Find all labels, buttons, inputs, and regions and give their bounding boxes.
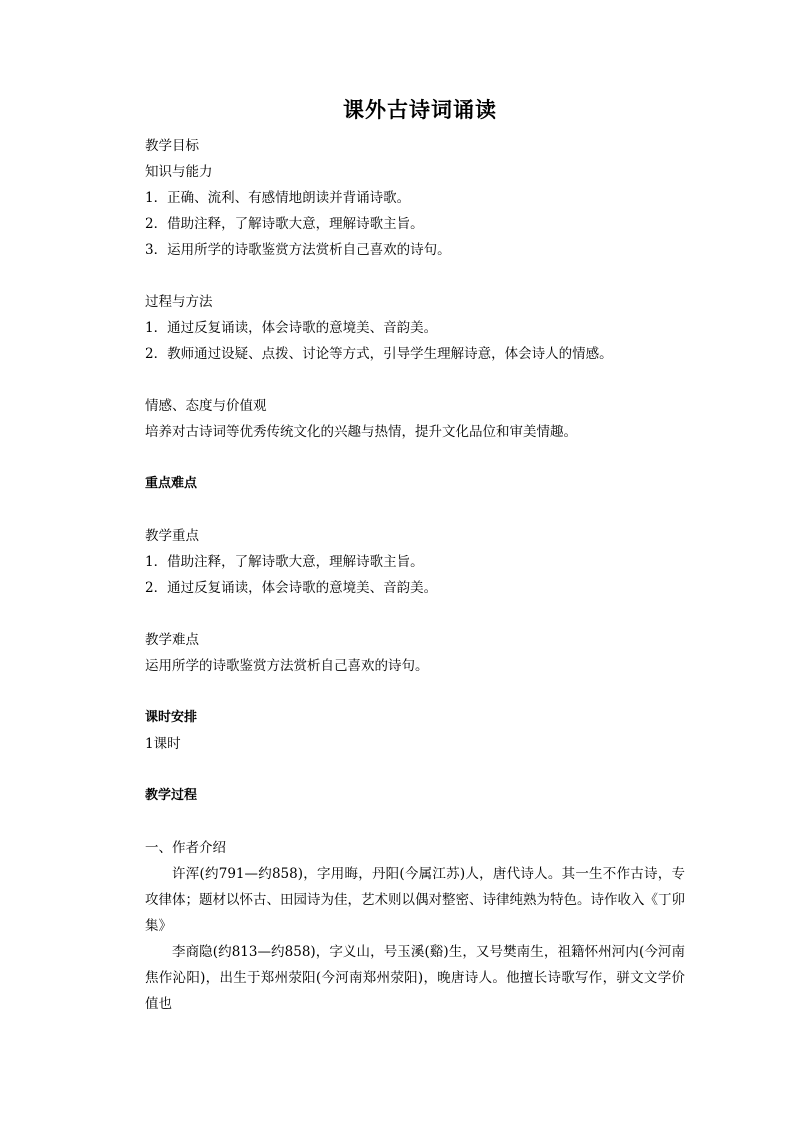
subheading-focus: 教学重点 (145, 528, 199, 544)
schedule-text: 1课时 (145, 736, 181, 752)
section-heading-teaching-goals: 教学目标 (145, 138, 199, 154)
spacer (145, 367, 685, 393)
spacer (145, 809, 685, 835)
section-heading-schedule: 课时安排 (145, 710, 198, 725)
spacer (145, 263, 685, 289)
spacer (145, 497, 685, 523)
subheading-process-method: 过程与方法 (145, 294, 213, 310)
spacer (145, 445, 685, 471)
subheading-author-intro: 一、作者介绍 (145, 840, 226, 856)
spacer (145, 679, 685, 705)
emotion-text: 培养对古诗词等优秀传统文化的兴趣与热情，提升文化品位和审美情趣。 (145, 424, 577, 440)
author-paragraph-li-shangyin: 李商隐(约813—约858)，字义山，号玉溪(谿)生，又号樊南生，祖籍怀州河内(今河南焦作沁阳)，出生于郑州荥阳(今河南郑州荥阳)，晚唐诗人。他擅长诗歌写作，骈文文学价值也 (145, 944, 685, 1012)
list-item: 2．通过反复诵读，体会诗歌的意境美、音韵美。 (145, 580, 438, 596)
subheading-difficulty: 教学难点 (145, 632, 199, 648)
spacer (145, 601, 685, 627)
spacer (145, 757, 685, 783)
difficulty-text: 运用所学的诗歌鉴赏方法赏析自己喜欢的诗句。 (145, 658, 429, 674)
list-item: 1．通过反复诵读，体会诗歌的意境美、音韵美。 (145, 320, 438, 336)
subheading-knowledge: 知识与能力 (145, 164, 213, 180)
list-item: 3．运用所学的诗歌鉴赏方法赏析自己喜欢的诗句。 (145, 242, 451, 258)
list-item: 1．正确、流利、有感情地朗读并背诵诗歌。 (145, 190, 411, 206)
section-heading-process: 教学过程 (145, 788, 198, 803)
list-item: 2．教师通过设疑、点拨、讨论等方式，引导学生理解诗意，体会诗人的情感。 (145, 346, 613, 362)
page-title: 课外古诗词诵读 (343, 97, 497, 122)
list-item: 2．借助注释，了解诗歌大意，理解诗歌主旨。 (145, 216, 424, 232)
document-content (145, 93, 685, 1017)
subheading-emotion: 情感、态度与价值观 (145, 398, 267, 414)
author-paragraph-xu-hun: 许浑(约791—约858)，字用晦，丹阳(今属江苏)人，唐代诗人。其一生不作古诗，专攻律体；题材以怀古、田园诗为佳，艺术则以偶对整密、诗律纯熟为特色。诗作收入《丁卯集》 (145, 866, 685, 934)
section-heading-key-points: 重点难点 (145, 476, 198, 491)
list-item: 1．借助注释，了解诗歌大意，理解诗歌主旨。 (145, 554, 424, 570)
